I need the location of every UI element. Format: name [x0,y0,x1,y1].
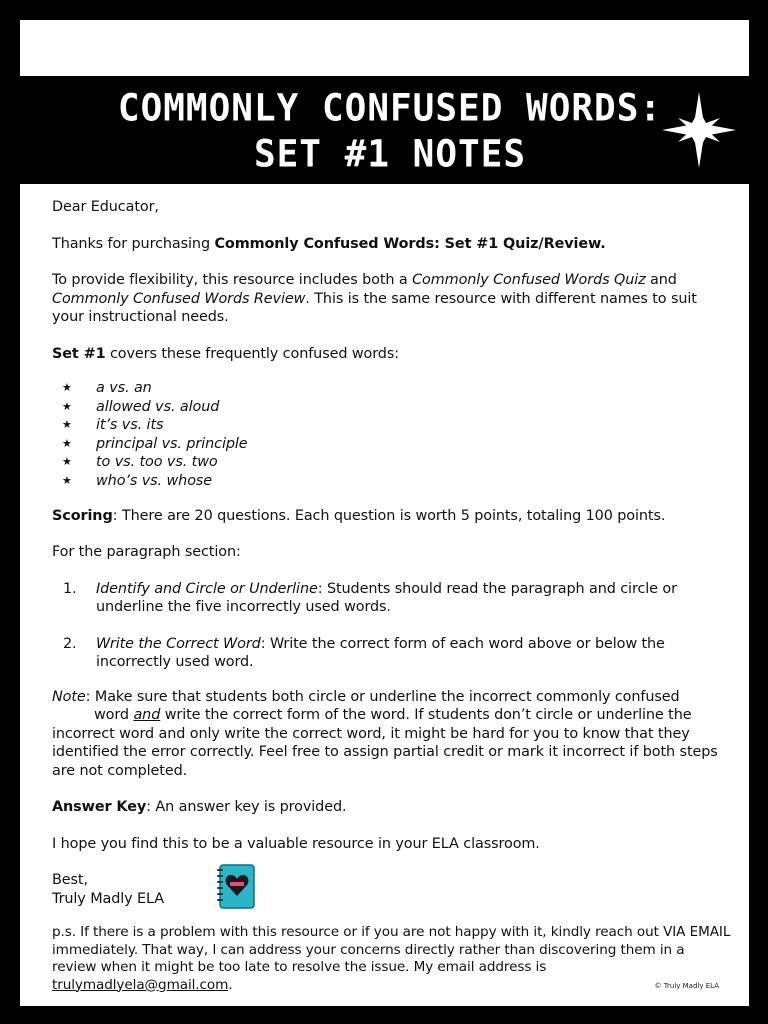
list-item [52,453,732,472]
copyright: © Truly Madly ELA [654,982,719,990]
set-label: Set #1 [52,345,106,362]
answer-key-text: : An answer key is provided. [146,799,347,816]
hope-paragraph: I hope you find this to be a valuable resource in your ELA classroom. [52,835,540,852]
notebook-heart-icon [216,863,258,911]
note-label: Note [52,688,86,705]
flex-text-1: To provide flexibility, this resource includes both a [52,272,413,288]
step-number: 1. [63,580,77,597]
word-list [52,379,732,491]
email-link[interactable]: trulymadlyela@gmail.com [52,976,229,993]
closing: Best, [52,872,88,889]
email-end: . [228,976,233,993]
note-line-2 [52,706,732,725]
thanks-prefix: Thanks for purchasing [52,235,215,252]
star-bullet-icon: ★ [62,381,72,394]
signature-block [52,871,732,908]
step-item-2 [52,635,732,672]
note-paragraph [52,688,732,707]
answer-key-label: Answer Key [52,799,147,816]
quiz-name: Commonly Confused Words Quiz [412,272,646,288]
scoring-text: : There are 20 questions. Each question is worth 5 points, totaling 100 points. [112,507,666,524]
review-name: Commonly Confused Words Review [52,290,306,307]
step-label: Write the Correct Word [96,635,261,652]
title-line-1: COMMONLY CONFUSED WORDS: [117,86,663,130]
note-text-1: : Make sure that students both circle or underline the incorrect commonly confused [85,688,680,705]
paragraph-intro: For the paragraph section: [52,544,241,561]
step-number: 2. [63,635,77,652]
star-bullet-icon: ★ [62,399,72,413]
postscript [52,924,732,994]
product-title: Commonly Confused Words: Set #1 Quiz/Review. [214,235,606,252]
note-text-2a: word [94,707,134,724]
page-title [100,86,680,178]
step-text: : Students should read the paragraph and circle or underline the five incorrectly used words. [96,580,677,616]
answer-key-paragraph [52,798,732,817]
scoring-paragraph [52,507,732,526]
set-paragraph [52,345,732,364]
note-text-2b: write the correct form of the word. If students don’t circle or underline the [160,707,692,724]
note-emphasis: and [133,707,161,724]
title-line-2: SET #1 NOTES [253,133,527,177]
top-strip [20,20,749,76]
list-item [52,416,732,435]
step-text: : Write the correct form of each word above or below the incorrectly used word. [96,635,665,671]
list-item [52,379,732,398]
scoring-label: Scoring [52,507,113,524]
notes-page [20,184,749,1006]
step-label: Identify and Circle or Underline [96,580,318,597]
signature: Truly Madly ELA [52,890,165,907]
word-pair: principal vs. principle [96,435,248,452]
step-item-1 [52,580,732,617]
flexibility-paragraph [52,271,732,327]
list-item [52,398,732,417]
star-bullet-icon: ★ [62,418,72,432]
ps-text: p.s. If there is a problem with this resource or if you are not happy with it, kindly reach out VIA EMAIL immediately. That way, I can address your concerns directly rather than discovering them in a review when it might be too late to resolve the issue. My email address is [52,924,731,976]
word-pair: to vs. too vs. two [96,454,218,471]
sparkle-star-icon [660,90,738,170]
title-band [0,76,768,184]
word-pair: a vs. an [96,380,152,396]
note-text-3: incorrect word and only write the correct word, it might be hard for you to know that they identified the error correctly. Feel free to assign partial credit or mark it incorrect if both steps are not completed. [52,725,718,779]
star-bullet-icon: ★ [62,455,72,469]
star-bullet-icon: ★ [62,473,72,487]
list-item [52,472,732,491]
greeting: Dear Educator, [52,199,159,215]
letter-body [52,198,732,994]
list-item [52,435,732,454]
word-pair: allowed vs. aloud [96,398,220,415]
word-pair: it’s vs. its [96,417,164,434]
word-pair: who’s vs. whose [96,472,213,489]
star-bullet-icon: ★ [62,436,72,450]
set-text: covers these frequently confused words: [105,345,399,362]
flex-and: and [645,272,677,288]
flex-text-2: . This is the same resource with different names to suit your instructional needs. [52,290,697,325]
thanks-paragraph [52,235,732,254]
